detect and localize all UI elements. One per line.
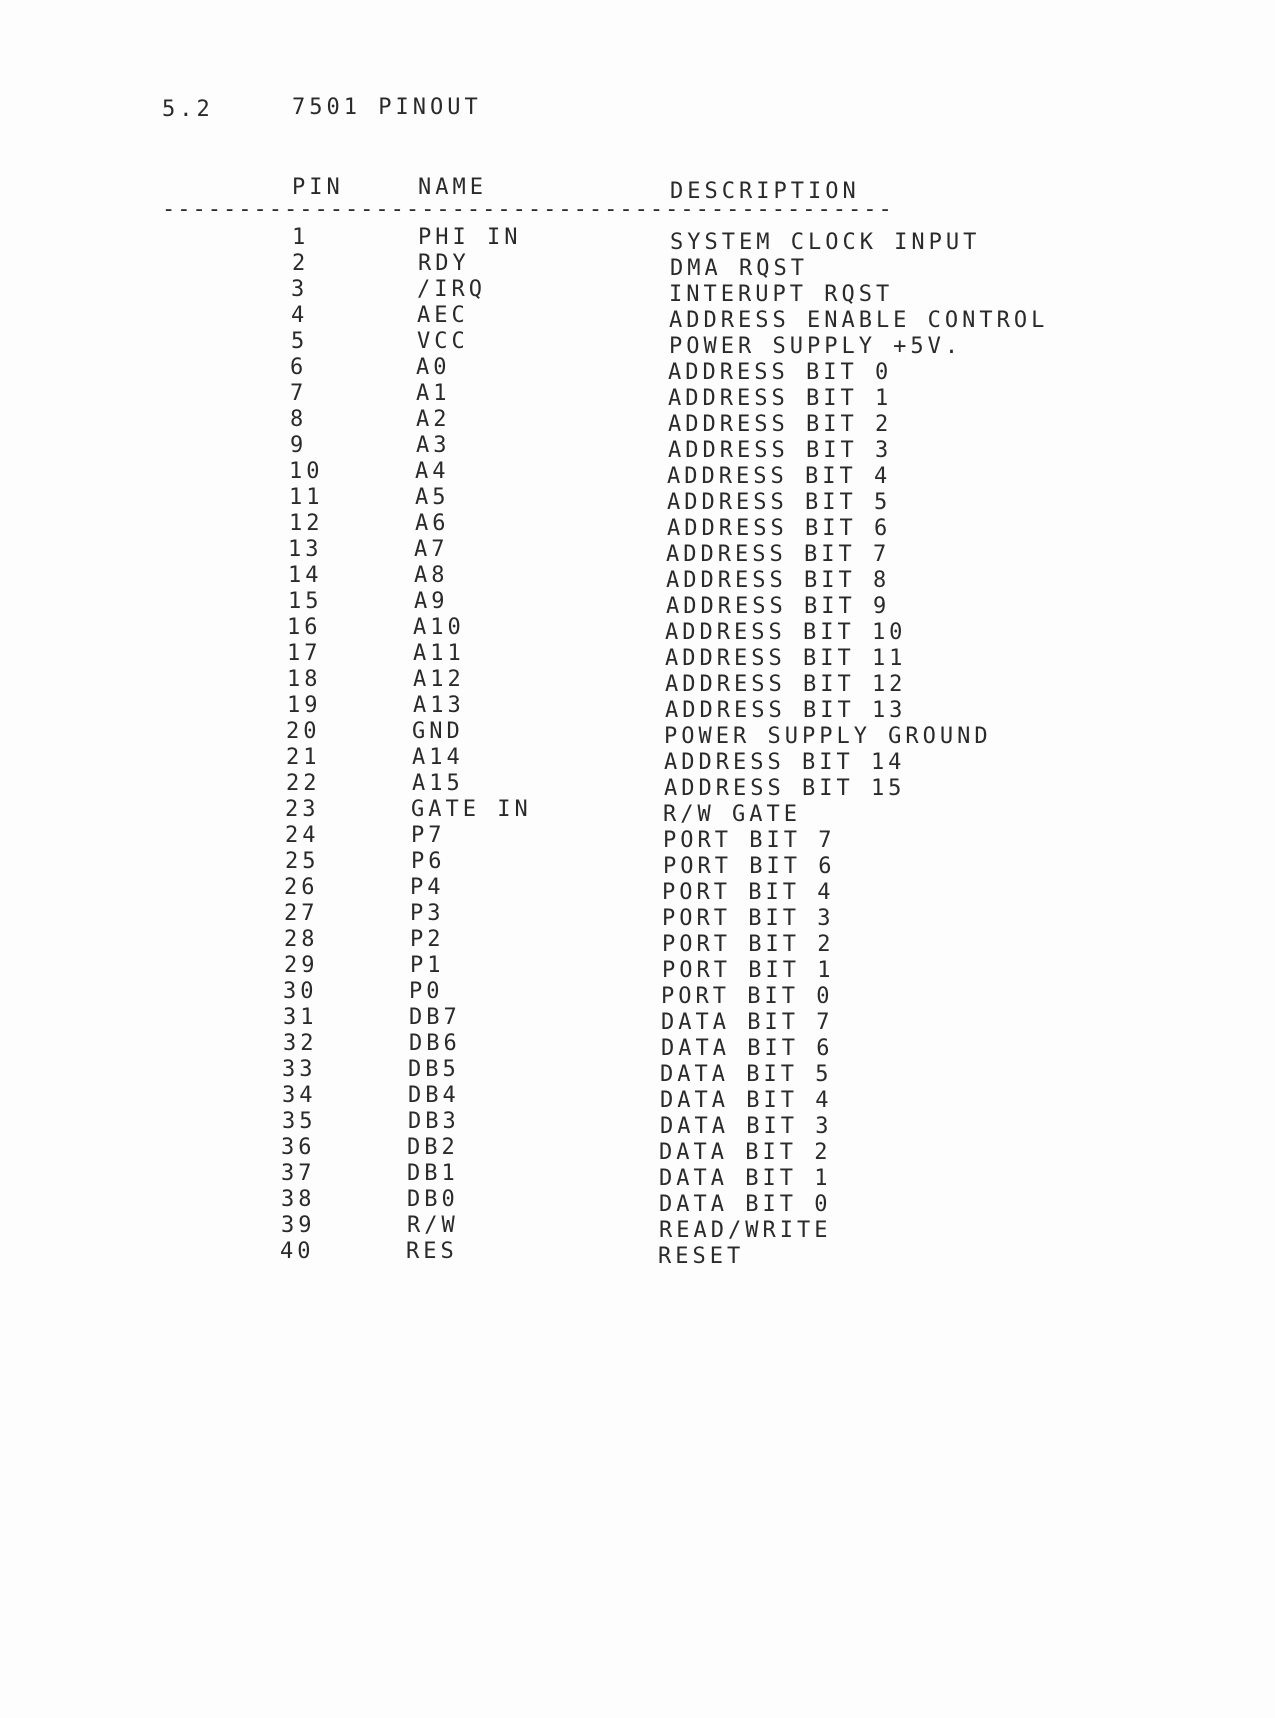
pin-name: A0 <box>416 355 451 380</box>
pin-description: ADDRESS BIT 6 <box>667 516 892 541</box>
pin-number: 21 <box>286 745 321 770</box>
pin-number: 7 <box>290 381 308 406</box>
pin-number: 20 <box>286 719 321 744</box>
pin-description: ADDRESS BIT 12 <box>665 672 907 697</box>
table-row <box>0 745 1275 775</box>
table-row <box>0 459 1275 489</box>
pin-name: A2 <box>416 407 451 432</box>
pin-name: GND <box>412 719 464 744</box>
table-row <box>0 823 1275 853</box>
pin-number: 11 <box>289 485 324 510</box>
pin-name: P1 <box>410 953 445 978</box>
pin-number: 39 <box>281 1213 316 1238</box>
pin-name: R/W <box>407 1213 459 1238</box>
table-row <box>0 719 1275 749</box>
table-row <box>0 485 1275 515</box>
pin-number: 15 <box>288 589 323 614</box>
pin-number: 10 <box>289 459 324 484</box>
pin-description: ADDRESS BIT 11 <box>665 646 907 671</box>
pin-description: ADDRESS BIT 14 <box>664 750 906 775</box>
pin-number: 23 <box>285 797 320 822</box>
pin-name: RES <box>406 1239 458 1264</box>
pin-description: POWER SUPPLY +5V. <box>669 334 963 359</box>
pin-name: RDY <box>418 251 470 276</box>
pin-number: 17 <box>287 641 322 666</box>
table-row <box>0 1083 1275 1113</box>
pin-description: DMA RQST <box>670 256 808 281</box>
pin-name: P7 <box>411 823 446 848</box>
pin-description: DATA BIT 1 <box>659 1166 832 1191</box>
pin-description: DATA BIT 7 <box>661 1010 834 1035</box>
pin-name: VCC <box>417 329 469 354</box>
column-header-description: DESCRIPTION <box>670 179 860 204</box>
pin-description: DATA BIT 0 <box>659 1192 832 1217</box>
pin-description: ADDRESS BIT 9 <box>666 594 891 619</box>
pin-name: A7 <box>414 537 449 562</box>
pin-name: A5 <box>415 485 450 510</box>
pin-description: ADDRESS BIT 2 <box>668 412 893 437</box>
pin-name: A10 <box>413 615 465 640</box>
pin-number: 37 <box>281 1161 316 1186</box>
pin-number: 2 <box>292 251 310 276</box>
pin-number: 28 <box>284 927 319 952</box>
table-row <box>0 615 1275 645</box>
table-row <box>0 407 1275 437</box>
pin-number: 36 <box>281 1135 316 1160</box>
pinout-table <box>0 225 1275 1269</box>
pin-description: PORT BIT 1 <box>662 958 835 983</box>
pin-number: 27 <box>284 901 319 926</box>
pin-name: P0 <box>409 979 444 1004</box>
pin-description: DATA BIT 4 <box>660 1088 833 1113</box>
table-row <box>0 225 1275 255</box>
pin-description: ADDRESS BIT 1 <box>668 386 893 411</box>
pin-number: 1 <box>292 225 310 250</box>
table-row <box>0 901 1275 931</box>
pin-description: ADDRESS ENABLE CONTROL <box>669 308 1049 333</box>
table-row <box>0 693 1275 723</box>
table-row <box>0 589 1275 619</box>
pin-name: A13 <box>413 693 465 718</box>
table-row <box>0 1109 1275 1139</box>
pin-description: INTERUPT RQST <box>669 282 894 307</box>
pin-name: DB2 <box>407 1135 459 1160</box>
table-row <box>0 927 1275 957</box>
pin-number: 18 <box>287 667 322 692</box>
section-number: 5.2 <box>162 97 214 122</box>
pin-name: A15 <box>412 771 464 796</box>
column-header-pin: PIN <box>292 175 344 200</box>
table-row <box>0 979 1275 1009</box>
table-row <box>0 1213 1275 1243</box>
pin-number: 14 <box>288 563 323 588</box>
table-row <box>0 381 1275 411</box>
pin-name: A12 <box>413 667 465 692</box>
pin-description: ADDRESS BIT 0 <box>668 360 893 385</box>
pin-number: 12 <box>289 511 324 536</box>
pin-name: GATE IN <box>411 797 532 822</box>
pin-description: POWER SUPPLY GROUND <box>664 724 992 749</box>
table-row <box>0 1005 1275 1035</box>
pin-number: 26 <box>284 875 319 900</box>
pin-number: 32 <box>283 1031 318 1056</box>
pin-description: R/W GATE <box>663 802 801 827</box>
pin-description: ADDRESS BIT 10 <box>665 620 907 645</box>
pin-name: A11 <box>413 641 465 666</box>
table-row <box>0 1161 1275 1191</box>
pin-description: DATA BIT 2 <box>659 1140 832 1165</box>
pin-name: A9 <box>414 589 449 614</box>
pin-description: DATA BIT 3 <box>660 1114 833 1139</box>
pin-name: AEC <box>417 303 469 328</box>
pin-description: DATA BIT 5 <box>660 1062 833 1087</box>
pin-number: 33 <box>282 1057 317 1082</box>
pin-name: DB0 <box>407 1187 459 1212</box>
table-row <box>0 303 1275 333</box>
table-row <box>0 875 1275 905</box>
pin-number: 16 <box>287 615 322 640</box>
table-row <box>0 355 1275 385</box>
pin-description: PORT BIT 3 <box>662 906 835 931</box>
pin-number: 4 <box>291 303 309 328</box>
pin-name: DB3 <box>408 1109 460 1134</box>
pin-name: P2 <box>410 927 445 952</box>
pin-number: 22 <box>286 771 321 796</box>
pin-number: 25 <box>285 849 320 874</box>
pin-name: P3 <box>410 901 445 926</box>
pin-name: A4 <box>415 459 450 484</box>
table-row <box>0 1239 1275 1269</box>
pin-name: DB4 <box>408 1083 460 1108</box>
pin-description: ADDRESS BIT 8 <box>666 568 891 593</box>
pin-number: 24 <box>285 823 320 848</box>
pin-number: 35 <box>282 1109 317 1134</box>
pin-number: 30 <box>283 979 318 1004</box>
pin-description: PORT BIT 7 <box>663 828 836 853</box>
table-row <box>0 1057 1275 1087</box>
pin-name: A1 <box>416 381 451 406</box>
pin-name: /IRQ <box>417 277 486 302</box>
table-row <box>0 1031 1275 1061</box>
pin-description: ADDRESS BIT 7 <box>666 542 891 567</box>
pin-name: DB6 <box>409 1031 461 1056</box>
pin-description: RESET <box>658 1244 745 1269</box>
table-row <box>0 329 1275 359</box>
pin-name: DB5 <box>408 1057 460 1082</box>
table-row <box>0 849 1275 879</box>
table-row <box>0 667 1275 697</box>
table-row <box>0 771 1275 801</box>
pin-name: A14 <box>412 745 464 770</box>
pin-name: A6 <box>415 511 450 536</box>
table-row <box>0 511 1275 541</box>
table-row <box>0 953 1275 983</box>
pin-number: 3 <box>291 277 309 302</box>
pin-number: 6 <box>290 355 308 380</box>
table-row <box>0 1135 1275 1165</box>
pin-name: DB1 <box>407 1161 459 1186</box>
pin-description: DATA BIT 6 <box>661 1036 834 1061</box>
pin-number: 9 <box>290 433 308 458</box>
pin-number: 19 <box>287 693 322 718</box>
table-row <box>0 277 1275 307</box>
table-row <box>0 1187 1275 1217</box>
section-title: 7501 PINOUT <box>292 95 482 120</box>
pin-description: ADDRESS BIT 4 <box>667 464 892 489</box>
pin-description: ADDRESS BIT 15 <box>664 776 906 801</box>
pin-name: A8 <box>414 563 449 588</box>
pin-number: 38 <box>281 1187 316 1212</box>
table-row <box>0 563 1275 593</box>
pin-description: SYSTEM CLOCK INPUT <box>670 230 981 255</box>
pin-description: READ/WRITE <box>659 1218 832 1243</box>
pin-name: A3 <box>416 433 451 458</box>
header-divider: ------------------------------------------------ <box>162 197 894 222</box>
pin-number: 5 <box>291 329 309 354</box>
pin-name: P6 <box>411 849 446 874</box>
pin-name: P4 <box>410 875 445 900</box>
table-row <box>0 797 1275 827</box>
pin-description: PORT BIT 0 <box>661 984 834 1009</box>
table-row <box>0 433 1275 463</box>
table-row <box>0 537 1275 567</box>
pin-number: 29 <box>284 953 319 978</box>
pin-number: 40 <box>280 1239 315 1264</box>
pin-description: ADDRESS BIT 3 <box>668 438 893 463</box>
pin-description: ADDRESS BIT 13 <box>665 698 907 723</box>
pin-number: 31 <box>283 1005 318 1030</box>
pin-description: ADDRESS BIT 5 <box>667 490 892 515</box>
pin-name: DB7 <box>409 1005 461 1030</box>
pin-number: 13 <box>288 537 323 562</box>
pin-description: PORT BIT 6 <box>663 854 836 879</box>
column-header-name: NAME <box>418 175 487 200</box>
table-row <box>0 251 1275 281</box>
table-row <box>0 641 1275 671</box>
pin-name: PHI IN <box>418 225 522 250</box>
pin-description: PORT BIT 2 <box>662 932 835 957</box>
pin-number: 8 <box>290 407 308 432</box>
pin-number: 34 <box>282 1083 317 1108</box>
pin-description: PORT BIT 4 <box>662 880 835 905</box>
